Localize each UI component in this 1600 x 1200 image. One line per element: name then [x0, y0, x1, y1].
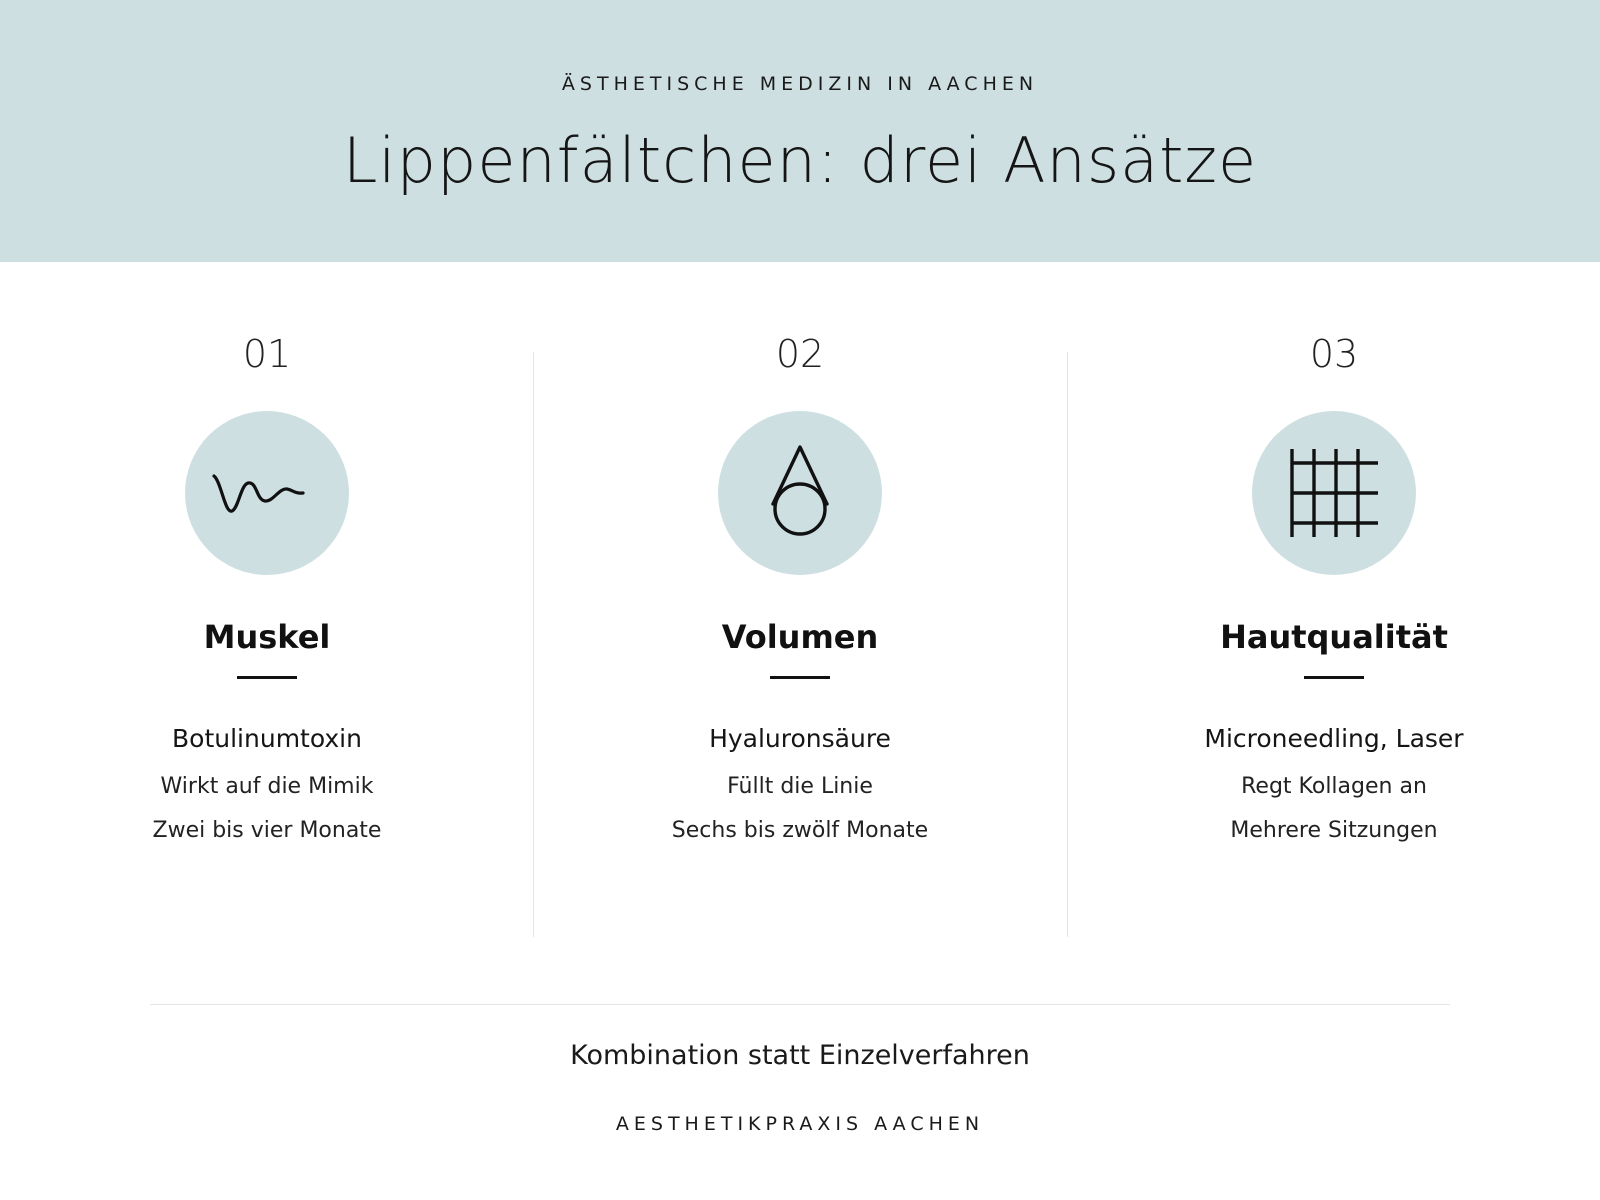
- approach-column-volumen: [533, 330, 1067, 853]
- column-number: 01: [242, 332, 292, 376]
- column-subtitle: Microneedling, Laser: [1204, 724, 1464, 753]
- column-duration: Mehrere Sitzungen: [1230, 818, 1438, 843]
- column-subtitle: Hyaluronsäure: [709, 724, 891, 753]
- footer-brand: AESTHETIKPRAXIS AACHEN: [615, 1113, 985, 1135]
- icon-circle: [1252, 411, 1416, 575]
- approach-column-hautqualitaet: [1067, 330, 1600, 853]
- column-number: 03: [1309, 332, 1359, 376]
- title-underline: [237, 676, 297, 679]
- wave-icon: [185, 411, 349, 575]
- title-underline: [770, 676, 830, 679]
- column-title: Hautqualität: [1220, 618, 1448, 656]
- column-title: Volumen: [721, 618, 879, 656]
- column-number: 02: [775, 332, 825, 376]
- footer-divider: [150, 1004, 1450, 1005]
- column-duration: Zwei bis vier Monate: [152, 818, 382, 843]
- column-detail: Wirkt auf die Mimik: [160, 774, 374, 799]
- column-duration: Sechs bis zwölf Monate: [671, 818, 929, 843]
- icon-circle: [185, 411, 349, 575]
- title-underline: [1304, 676, 1364, 679]
- column-subtitle: Botulinumtoxin: [172, 724, 362, 753]
- header-banner: [0, 0, 1600, 262]
- droplet-icon: [718, 411, 882, 575]
- column-detail: Regt Kollagen an: [1241, 774, 1427, 799]
- column-title: Muskel: [203, 618, 331, 656]
- approach-column-muskel: [0, 330, 534, 853]
- eyebrow-text: ÄSTHETISCHE MEDIZIN IN AACHEN: [561, 73, 1039, 95]
- page-title: Lippenfältchen: drei Ansätze: [342, 124, 1258, 197]
- column-detail: Füllt die Linie: [727, 774, 873, 799]
- icon-circle: [718, 411, 882, 575]
- footer-tagline: Kombination statt Einzelverfahren: [570, 1040, 1030, 1071]
- grid-icon: [1252, 411, 1416, 575]
